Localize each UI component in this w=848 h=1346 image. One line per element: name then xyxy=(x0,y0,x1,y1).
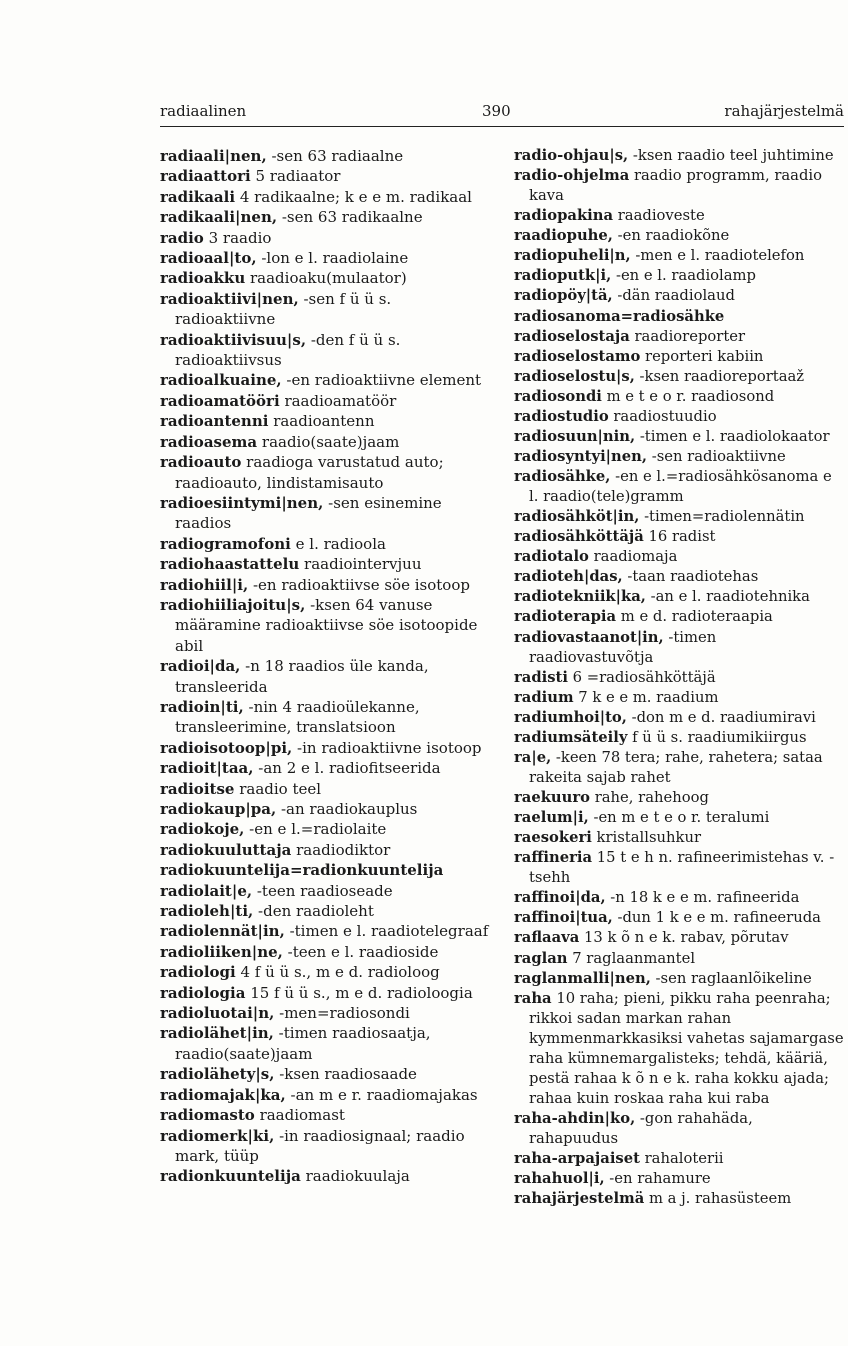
entry-headword: raha-ahdin|ko, xyxy=(514,1110,636,1127)
entry-headword: radioluotai|n, xyxy=(160,1004,275,1023)
entry-definition: m a j. rahasüsteem xyxy=(644,1190,792,1208)
entry-headword: radioisotoop|pi, xyxy=(160,738,293,757)
dictionary-entry xyxy=(514,567,844,587)
dictionary-entry xyxy=(160,921,490,941)
dictionary-entry xyxy=(160,411,490,431)
entry-headword: radioaal|to, xyxy=(160,249,257,268)
entry-headword: raadiopuhe, xyxy=(514,227,613,245)
dictionary-entry xyxy=(514,928,844,948)
dictionary-entry xyxy=(514,587,844,607)
dictionary-entry xyxy=(160,595,490,656)
dictionary-entry xyxy=(160,187,490,207)
entry-headword: radioselostu|s, xyxy=(514,367,635,385)
entry-definition: -timen e l. raadiolokaator xyxy=(635,427,830,445)
entry-headword: radiologia xyxy=(160,983,246,1002)
right-column xyxy=(514,146,844,1209)
entry-headword: radioliiken|ne, xyxy=(160,942,283,961)
entry-definition: 5 radiaator xyxy=(250,167,341,186)
header-right-guide-word: rahajärjestelmä xyxy=(724,102,844,120)
entry-headword: radiolennät|in, xyxy=(160,922,285,941)
dictionary-entry xyxy=(514,547,844,567)
entry-definition: -ksen raadiosaade xyxy=(274,1065,417,1084)
entry-headword: radioteh|das, xyxy=(514,568,623,586)
dictionary-entry xyxy=(160,697,490,738)
entry-definition: raadiokuulaja xyxy=(300,1167,410,1186)
dictionary-entry xyxy=(514,808,844,828)
dictionary-entry xyxy=(514,1189,844,1209)
entry-headword: radiohiil|i, xyxy=(160,575,249,594)
entry-definition: raadioreporter xyxy=(629,327,746,345)
entry-definition: -en e l.=radiolaite xyxy=(244,820,387,839)
entry-definition: -sen raglaanlõikeline xyxy=(650,969,812,987)
entry-definition: 15 f ü ü s., m e d. radioloogia xyxy=(245,983,473,1002)
entry-headword: rahajärjestelmä xyxy=(514,1190,645,1208)
dictionary-entry xyxy=(160,942,490,962)
entry-headword: radiotalo xyxy=(514,548,589,566)
page-number: 390 xyxy=(482,102,511,120)
entry-headword: radikaali xyxy=(160,187,236,206)
running-header xyxy=(160,100,844,127)
dictionary-entry xyxy=(514,447,844,467)
entry-definition: -sen radioaktiivne xyxy=(647,447,786,465)
entry-definition: raadiodiktor xyxy=(291,840,391,859)
entry-headword: raffineria xyxy=(514,849,593,867)
entry-definition: raadiomaja xyxy=(588,548,678,566)
entry-definition: -timen raadiovastuvõtja xyxy=(529,628,717,666)
dictionary-entry xyxy=(514,407,844,427)
entry-headword: radioi|da, xyxy=(160,657,241,676)
dictionary-entry xyxy=(514,1149,844,1169)
entry-definition: -sen 63 radiaalne xyxy=(266,147,404,165)
dictionary-entry xyxy=(160,534,490,554)
entry-headword: radioputk|i, xyxy=(514,267,612,285)
dictionary-entry xyxy=(514,166,844,206)
entry-definition: -men e l. raadiotelefon xyxy=(630,247,805,265)
entry-headword: raelum|i, xyxy=(514,809,589,827)
dictionary-entry xyxy=(514,307,844,327)
entry-definition: -nin 4 raadioülekanne, transleerimine, translatsioon xyxy=(175,697,420,737)
dictionary-entry xyxy=(160,1085,490,1105)
entry-definition: -sen f ü ü s. radioaktiivne xyxy=(175,289,392,329)
entry-headword: radiohiiliajoitu|s, xyxy=(160,595,306,614)
entry-headword: raha-arpajaiset xyxy=(514,1150,640,1168)
entry-headword: radisti xyxy=(514,668,568,686)
dictionary-entry xyxy=(160,166,490,186)
dictionary-entry xyxy=(160,370,490,390)
entry-definition: -n 18 raadios üle kanda, transleerida xyxy=(175,657,429,696)
entry-definition: 16 radist xyxy=(643,528,716,546)
dictionary-entry xyxy=(514,226,844,246)
dictionary-entry xyxy=(160,901,490,921)
entry-definition: -teen e l. raadioside xyxy=(282,942,439,961)
entry-headword: radiaattori xyxy=(160,167,251,186)
dictionary-entry xyxy=(514,427,844,447)
dictionary-entry xyxy=(514,989,844,1109)
entry-headword: raekuuro xyxy=(514,789,590,806)
dictionary-entry xyxy=(160,1023,490,1064)
entry-headword: radikaali|nen, xyxy=(160,208,278,227)
dictionary-entry xyxy=(160,779,490,799)
entry-definition: -den raadioleht xyxy=(253,902,374,921)
dictionary-entry xyxy=(160,1064,490,1084)
entry-headword: radium xyxy=(514,688,574,706)
dictionary-entry xyxy=(160,146,490,166)
entry-headword: radiumsäteily xyxy=(514,728,628,746)
entry-headword: radioterapia xyxy=(514,608,617,626)
entry-definition: -gon rahahäda, rahapuudus xyxy=(529,1110,753,1148)
entry-definition: 7 raglaanmantel xyxy=(567,949,696,967)
header-left-guide-word: radiaalinen xyxy=(160,102,247,120)
entry-headword: radioamatööri xyxy=(160,391,280,410)
dictionary-entry xyxy=(160,1126,490,1167)
entry-definition: -teen raadioseade xyxy=(252,881,393,900)
entry-headword: radioauto xyxy=(160,453,242,472)
entry-headword: radiomerk|ki, xyxy=(160,1126,275,1145)
entry-headword: radiokuuluttaja xyxy=(160,840,292,859)
entry-headword: radioleh|ti, xyxy=(160,902,254,921)
entry-headword: radiovastaanot|in, xyxy=(514,628,664,646)
entry-headword: radiaali|nen, xyxy=(160,147,267,165)
entry-headword: radiokaup|pa, xyxy=(160,800,277,818)
entry-definition: -in raadiosignaal; raadio mark, tüüp xyxy=(175,1126,465,1165)
dictionary-entry xyxy=(514,367,844,387)
dictionary-entry xyxy=(160,656,490,697)
entry-headword: radioselostamo xyxy=(514,347,641,365)
entry-headword: rahahuol|i, xyxy=(514,1170,605,1188)
entry-definition: 7 k e e m. raadium xyxy=(573,688,719,706)
dictionary-entry xyxy=(160,493,490,534)
dictionary-entry xyxy=(160,228,490,248)
dictionary-entry xyxy=(160,432,490,452)
entry-definition: -taan raadiotehas xyxy=(622,568,759,586)
entry-headword: radiolähety|s, xyxy=(160,1065,275,1084)
dictionary-entry xyxy=(160,819,490,839)
entry-definition: -sen 63 radikaalne xyxy=(277,208,423,227)
entry-definition: -lon e l. raadiolaine xyxy=(256,249,409,268)
dictionary-entry xyxy=(514,146,844,166)
entry-headword: radioesiintymi|nen, xyxy=(160,493,324,512)
dictionary-entry xyxy=(514,949,844,969)
dictionary-entry xyxy=(514,266,844,286)
entry-definition: -an e l. raadiotehnika xyxy=(645,588,810,606)
entry-headword: radiostudio xyxy=(514,407,609,425)
dictionary-entry xyxy=(514,848,844,888)
dictionary-entry xyxy=(160,983,490,1003)
entry-definition: raadioaku(mulaator) xyxy=(245,269,407,288)
entry-definition: m e t e o r. raadiosond xyxy=(601,387,775,405)
entry-headword: ra|e, xyxy=(514,748,552,766)
dictionary-entry xyxy=(514,708,844,728)
entry-definition: kristallsuhkur xyxy=(591,829,702,847)
entry-definition: raadiomast xyxy=(254,1106,345,1125)
entry-definition: -sen esinemine raadios xyxy=(175,493,442,533)
dictionary-entry xyxy=(160,1166,490,1186)
entry-headword: raha xyxy=(514,989,552,1007)
entry-definition: -ksen raadioreportaaž xyxy=(634,367,805,385)
entry-headword: raglanmalli|nen, xyxy=(514,969,651,987)
dictionary-entry xyxy=(160,391,490,411)
entry-headword: radiosyntyi|nen, xyxy=(514,447,648,465)
entry-headword: radio-ohjelma xyxy=(514,167,630,185)
dictionary-entry xyxy=(514,908,844,928)
dictionary-entry xyxy=(160,248,490,268)
entry-definition: -en e l. raadiolamp xyxy=(611,267,756,285)
entry-headword: radioalkuaine, xyxy=(160,371,282,390)
entry-headword: radiumhoi|to, xyxy=(514,708,627,726)
entry-definition: -en raadiokõne xyxy=(612,227,730,245)
entry-headword: radioin|ti, xyxy=(160,697,244,716)
dictionary-entry xyxy=(514,668,844,688)
dictionary-entry xyxy=(160,860,490,880)
dictionary-entry xyxy=(514,507,844,527)
entry-definition: 6 =radiosähköttäjä xyxy=(567,668,716,686)
entry-headword: raffinoi|da, xyxy=(514,889,606,907)
dictionary-entry xyxy=(514,628,844,668)
entry-definition: -an raadiokauplus xyxy=(276,800,418,818)
dictionary-entry xyxy=(514,607,844,627)
entry-definition: -n 18 k e e m. rafineerida xyxy=(605,889,800,907)
entry-headword: radiosähköt|in, xyxy=(514,508,640,526)
dictionary-entry xyxy=(160,289,490,330)
entry-headword: radio xyxy=(160,228,204,247)
entry-headword: radiosanoma=radiosähke xyxy=(514,307,725,325)
entry-headword: radiomajak|ka, xyxy=(160,1085,286,1104)
dictionary-entry xyxy=(514,1169,844,1189)
dictionary-entry xyxy=(514,728,844,748)
entry-definition: e l. radioola xyxy=(290,534,386,553)
entry-definition: 4 f ü ü s., m e d. radioloog xyxy=(235,963,440,982)
entry-headword: radiohaastattelu xyxy=(160,555,300,574)
entry-headword: radiomasto xyxy=(160,1106,255,1125)
entry-definition: -dän raadiolaud xyxy=(612,287,735,305)
entry-headword: radiolähet|in, xyxy=(160,1024,274,1043)
entry-definition: raadio teel xyxy=(234,779,322,798)
dictionary-entry xyxy=(160,840,490,860)
entry-definition: rahaloterii xyxy=(639,1150,724,1168)
dictionary-entry xyxy=(160,268,490,288)
entry-headword: radioaktiivisuu|s, xyxy=(160,330,307,349)
entry-definition: raadioga varustatud auto; raadioauto, lindistamisauto xyxy=(175,453,444,492)
dictionary-entry xyxy=(514,828,844,848)
entry-headword: radiosähke, xyxy=(514,468,611,485)
entry-headword: radioit|taa, xyxy=(160,759,254,778)
dictionary-entry xyxy=(160,881,490,901)
entry-headword: radioakku xyxy=(160,269,246,288)
dictionary-entry xyxy=(160,1003,490,1023)
entry-definition: 3 raadio xyxy=(203,228,272,247)
entry-definition: 13 k õ n e k. rabav, põrutav xyxy=(579,929,789,947)
entry-definition: m e d. radioteraapia xyxy=(616,608,773,626)
entry-definition: raadiostuudio xyxy=(608,407,717,425)
dictionary-entry xyxy=(514,286,844,306)
entry-definition: raadioveste xyxy=(613,207,705,225)
entry-definition: -timen e l. raadiotelegraaf xyxy=(284,922,489,941)
entry-definition: rahe, rahehoog xyxy=(590,789,709,806)
entry-headword: radiokuuntelija=radionkuuntelija xyxy=(160,861,444,880)
entry-headword: radiogramofoni xyxy=(160,534,291,553)
entry-definition: -an 2 e l. radiofitseerida xyxy=(253,759,441,778)
dictionary-entry xyxy=(160,758,490,778)
entry-headword: radiopuheli|n, xyxy=(514,247,631,265)
dictionary-entry xyxy=(514,467,844,507)
entry-headword: raglan xyxy=(514,949,568,967)
entry-headword: radiologi xyxy=(160,963,236,982)
entry-definition: raadioantenn xyxy=(268,412,375,431)
entry-headword: radionkuuntelija xyxy=(160,1167,301,1186)
dictionary-entry xyxy=(514,788,844,808)
dictionary-entry xyxy=(160,207,490,227)
entry-headword: radiokoje, xyxy=(160,820,245,839)
dictionary-entry xyxy=(160,962,490,982)
entry-headword: radiosähköttäjä xyxy=(514,528,644,546)
entry-definition: -en radioaktiivne element xyxy=(281,371,482,390)
entry-definition: raadio programm, raadio kava xyxy=(529,167,823,205)
entry-definition: -ksen raadio teel juhtimine xyxy=(628,147,834,164)
entry-definition: -timen raadiosaatja, raadio(saate)jaam xyxy=(175,1024,431,1063)
dictionary-entry xyxy=(514,1109,844,1149)
entry-definition: -keen 78 tera; rahe, rahetera; sataa rakeita sajab rahet xyxy=(529,748,823,786)
entry-definition: -an m e r. raadiomajakas xyxy=(285,1085,478,1104)
entry-definition: raadiointervjuu xyxy=(299,555,422,574)
entry-headword: radioselostaja xyxy=(514,327,630,345)
entry-definition: raadio(saate)jaam xyxy=(257,432,400,451)
dictionary-entry xyxy=(160,554,490,574)
entry-headword: raffinoi|tua, xyxy=(514,909,613,927)
entry-definition: -ksen 64 vanuse määramine radioaktiivse söe isotoopide abil xyxy=(175,595,478,655)
entry-headword: radioitse xyxy=(160,779,235,798)
entry-definition: raadioamatöör xyxy=(279,391,397,410)
dictionary-entry xyxy=(514,246,844,266)
entry-definition: -en radioaktiivse söe isotoop xyxy=(248,575,470,594)
entry-definition: 4 radikaalne; k e e m. radikaal xyxy=(235,187,472,206)
dictionary-entry xyxy=(160,330,490,371)
left-column xyxy=(160,146,490,1187)
dictionary-entry xyxy=(514,327,844,347)
entry-definition: reporteri kabiin xyxy=(640,347,764,365)
entry-definition: -en m e t e o r. teralumi xyxy=(588,809,770,827)
dictionary-entry xyxy=(160,738,490,758)
dictionary-entry xyxy=(160,1105,490,1125)
entry-definition: -en e l.=radiosähkösanoma e l. raadio(tele)gramm xyxy=(529,468,832,506)
entry-headword: radiopöy|tä, xyxy=(514,287,613,305)
entry-definition: -in radioaktiivne isotoop xyxy=(292,738,482,757)
entry-headword: raesokeri xyxy=(514,829,592,847)
entry-headword: raflaava xyxy=(514,929,580,947)
dictionary-entry xyxy=(514,527,844,547)
dictionary-entry xyxy=(514,387,844,407)
entry-definition: f ü ü s. raadiumikiirgus xyxy=(627,728,807,746)
entry-headword: radiopakina xyxy=(514,207,614,225)
entry-headword: radiolait|e, xyxy=(160,881,253,900)
entry-headword: radio-ohjau|s, xyxy=(514,147,629,164)
dictionary-entry xyxy=(514,688,844,708)
dictionary-entry xyxy=(160,575,490,595)
entry-headword: radiosuun|nin, xyxy=(514,427,636,445)
dictionary-entry xyxy=(514,748,844,788)
entry-headword: radioasema xyxy=(160,432,258,451)
dictionary-entry xyxy=(514,347,844,367)
entry-definition: 15 t e h n. rafineerimistehas v. -tsehh xyxy=(529,849,835,887)
dictionary-entry xyxy=(514,206,844,226)
entry-headword: radioantenni xyxy=(160,412,269,431)
entry-headword: radiotekniik|ka, xyxy=(514,588,646,606)
entry-definition: -en rahamure xyxy=(604,1170,711,1188)
dictionary-entry xyxy=(160,452,490,493)
entry-definition: -timen=radiolennätin xyxy=(639,508,805,526)
dictionary-entry xyxy=(514,888,844,908)
entry-definition: -don m e d. raadiumiravi xyxy=(626,708,816,726)
entry-definition: 10 raha; pieni, pikku raha peenraha; rikkoi sadan markan rahan kymmenmarkkasiksi vahetas sajamargase raha kümnemargalisteks; tehdä, kääriä, pestä rahaa k õ n e k. raha kokku ajada; rahaa kuin roskaa raha kui raba xyxy=(529,989,844,1107)
entry-definition: -men=radiosondi xyxy=(274,1004,410,1023)
entry-headword: radioaktiivi|nen, xyxy=(160,289,299,308)
entry-headword: radiosondi xyxy=(514,387,602,405)
entry-definition: -dun 1 k e e m. rafineeruda xyxy=(612,909,821,927)
dictionary-entry xyxy=(514,969,844,989)
dictionary-entry xyxy=(160,799,490,819)
entry-definition: -den f ü ü s. radioaktiivsus xyxy=(175,330,401,370)
